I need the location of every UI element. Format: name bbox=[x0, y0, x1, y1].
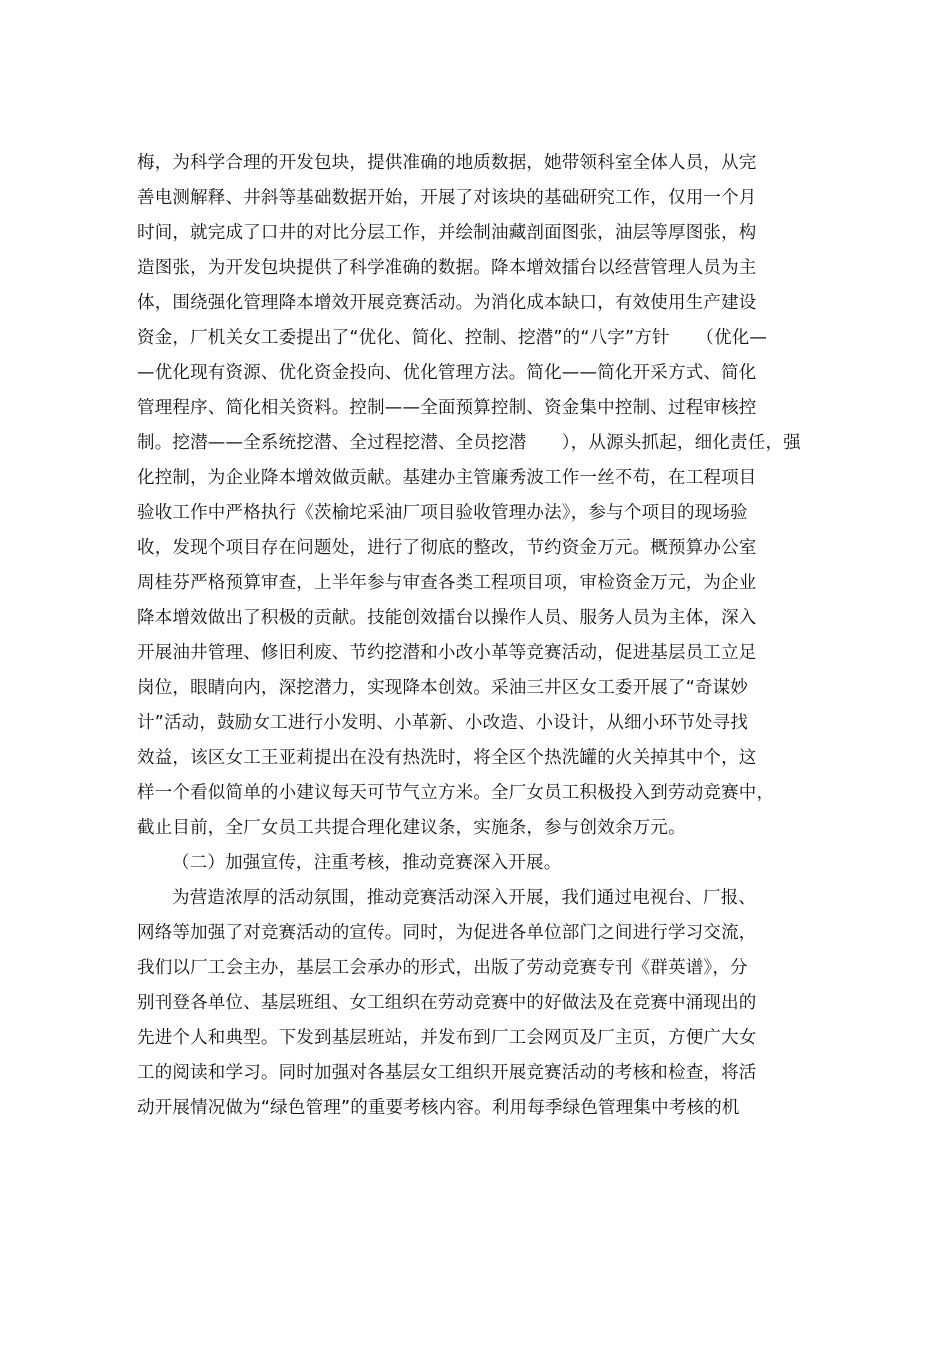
paragraph-line: 收，发现个项目存在问题处，进行了彻底的整改，节约资金万元。概预算办公室 bbox=[137, 538, 757, 558]
paragraph-line: 周桂芬严格预算审查，上半年参与审查各类工程项目项，审检资金万元，为企业 bbox=[137, 573, 757, 593]
paragraph-line: 开展油井管理、修旧利废、节约挖潜和小改小革等竞赛活动，促进基层员工立足 bbox=[137, 643, 757, 663]
section-heading: （二）加强宣传，注重考核，推动竞赛深入开展。 bbox=[172, 853, 562, 873]
paragraph-line: 善电测解释、井斜等基础数据开始，开展了对该块的基础研究工作，仅用一个月 bbox=[137, 188, 757, 208]
paragraph-line: 动开展情况做为“绿色管理”的重要考核内容。利用每季绿色管理集中考核的机 bbox=[137, 1098, 740, 1118]
paragraph-line: 工的阅读和学习。同时加强对各基层女工组织开展竞赛活动的考核和检查，将活 bbox=[137, 1063, 757, 1083]
paragraph-line: 计”活动，鼓励女工进行小发明、小革新、小改造、小设计，从细小环节处寻找 bbox=[137, 713, 749, 733]
paragraph-line: 造图张，为开发包块提供了科学准确的数据。降本增效擂台以经营管理人员为主 bbox=[137, 258, 757, 278]
paragraph-line: 管理程序、简化相关资料。控制——全面预算控制、资金集中控制、过程审核控 bbox=[137, 398, 757, 418]
paragraph-line: 别刊登各单位、基层班组、女工组织在劳动竞赛中的好做法及在竞赛中涌现出的 bbox=[137, 993, 757, 1013]
paragraph-line: 截止目前，全厂女员工共提合理化建议条，实施条，参与创效余万元。 bbox=[137, 818, 686, 838]
paragraph-line: 资金，厂机关女工委提出了“优化、简化、控制、挖潜”的“八字”方针 （优化— bbox=[137, 328, 768, 348]
paragraph-line: —优化现有资源、优化资金投向、优化管理方法。简化——简化开采方式、简化 bbox=[137, 363, 757, 383]
paragraph-line: 先进个人和典型。下发到基层班站，并发布到厂工会网页及厂主页，方便广大女 bbox=[137, 1028, 757, 1048]
paragraph-line: 岗位，眼睛向内，深挖潜力，实现降本创效。采油三井区女工委开展了“奇谋妙 bbox=[137, 678, 749, 698]
paragraph-line: 化控制，为企业降本增效做贡献。基建办主管廉秀波工作一丝不苟，在工程项目 bbox=[137, 468, 757, 488]
paragraph-line: 效益，该区女工王亚莉提出在没有热洗时，将全区个热洗罐的火关掉其中个，这 bbox=[137, 748, 757, 768]
paragraph-line: 我们以厂工会主办，基层工会承办的形式，出版了劳动竞赛专刊《群英谱》，分 bbox=[137, 958, 748, 978]
paragraph-line: 样一个看似简单的小建议每天可节气立方米。全厂女员工积极投入到劳动竞赛中， bbox=[137, 783, 775, 803]
paragraph-line: 验收工作中严格执行《茨榆坨采油厂项目验收管理办法》，参与个项目的现场验 bbox=[137, 503, 748, 523]
paragraph-line: 为营造浓厚的活动氛围，推动竞赛活动深入开展，我们通过电视台、厂报、 bbox=[172, 888, 757, 908]
paragraph-line: 梅，为科学合理的开发包块，提供准确的地质数据，她带领科室全体人员，从完 bbox=[137, 153, 757, 173]
paragraph-line: 体，围绕强化管理降本增效开展竞赛活动。为消化成本缺口，有效使用生产建设 bbox=[137, 293, 757, 313]
paragraph-line: 降本增效做出了积极的贡献。技能创效擂台以操作人员、服务人员为主体，深入 bbox=[137, 608, 757, 628]
paragraph-line: 网络等加强了对竞赛活动的宣传。同时，为促进各单位部门之间进行学习交流， bbox=[137, 923, 757, 943]
paragraph-line: 制。挖潜——全系统挖潜、全过程挖潜、全员挖潜 ），从源头抓起，细化责任，强 bbox=[137, 433, 801, 453]
paragraph-line: 时间，就完成了口井的对比分层工作，并绘制油藏剖面图张，油层等厚图张，构 bbox=[137, 223, 757, 243]
